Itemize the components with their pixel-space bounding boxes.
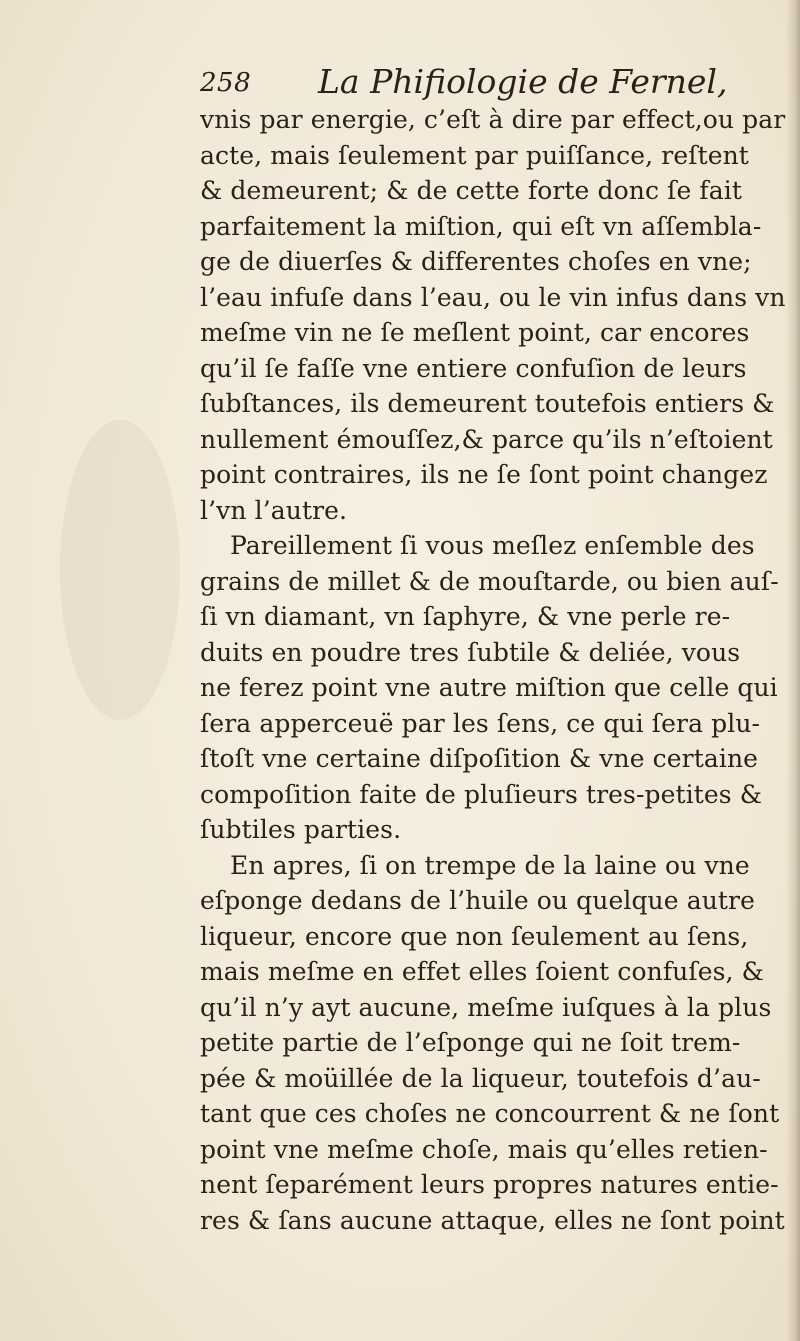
paper-stain	[60, 420, 180, 720]
text-line: qu’il n’y ayt aucune, meſme iuſques à la plus	[200, 992, 772, 1022]
text-line: nent ſeparément leurs propres natures entie-	[200, 1170, 779, 1199]
text-line: point contraires, ils ne ſe ſont point changez	[200, 460, 768, 489]
text-line: acte, mais ſeulement par puiſſance, reſtent	[200, 140, 749, 170]
page-header	[200, 62, 728, 104]
text-line: pée & moüillée de la liqueur, toutefois d’au-	[200, 1063, 761, 1093]
text-line: point vne meſme choſe, mais qu’elles retien-	[200, 1134, 768, 1164]
text-line: ge de diuerſes & differentes choſes en vne;	[200, 247, 752, 276]
text-line: l’eau infuſe dans l’eau, ou le vin infus dans vn	[200, 282, 786, 312]
text-line: parfaitement la miſtion, qui eſt vn aſſembla-	[200, 211, 762, 241]
text-line: & demeurent; & de cette forte donc ſe fait	[200, 176, 742, 205]
text-line: duits en poudre tres ſubtile & deliée, vous	[200, 637, 741, 667]
text-line: eſponge dedans de l’huile ou quelque autre	[200, 886, 755, 915]
text-line: qu’il ſe faſſe vne entiere confuſion de leurs	[200, 353, 747, 383]
text-line: compoſition faite de pluſieurs tres-petites &	[200, 779, 763, 809]
text-line: petite partie de l’eſponge qui ne ſoit trem-	[200, 1028, 741, 1057]
text-line: liqueur, encore que non ſeulement au ſens,	[200, 921, 749, 951]
page-number: 258	[200, 68, 252, 98]
text-line: res & ſans aucune attaque, elles ne ſont point	[200, 1205, 785, 1235]
paragraph-start-line: Pareillement ſi vous meſlez enſemble des	[230, 531, 755, 560]
text-line: ſubſtances, ils demeurent toutefois entiers &	[200, 389, 775, 418]
text-line: meſme vin ne ſe meſlent point, car encores	[200, 318, 750, 347]
text-line: ſi vn diamant, vn ſaphyre, & vne perle re-	[200, 602, 731, 631]
body-text	[200, 102, 790, 1238]
paragraph-start-line: En apres, ſi on trempe de la laine ou vne	[230, 850, 750, 880]
text-line: ne ferez point vne autre miſtion que celle qui	[200, 673, 778, 702]
text-line: ſera apperceuë par les ſens, ce qui ſera plu-	[200, 708, 761, 738]
text-line: grains de millet & de mouſtarde, ou bien auſ-	[200, 566, 779, 596]
text-line: ſtoſt vne certaine diſpoſition & vne certaine	[200, 744, 759, 773]
text-line: tant que ces choſes ne concourrent & ne ſont	[200, 1099, 780, 1128]
text-line: l’vn l’autre.	[200, 495, 348, 525]
running-title: La Phifiologie de Fernel,	[318, 62, 728, 101]
text-line: mais meſme en effet elles ſoient confuſes, &	[200, 957, 764, 986]
text-line: vnis par energie, c’eſt à dire par effect,ou par	[200, 105, 786, 134]
text-line: nullement émouſſez,& parce qu’ils n’eſtoient	[200, 424, 773, 454]
text-line: ſubtiles parties.	[200, 815, 402, 844]
